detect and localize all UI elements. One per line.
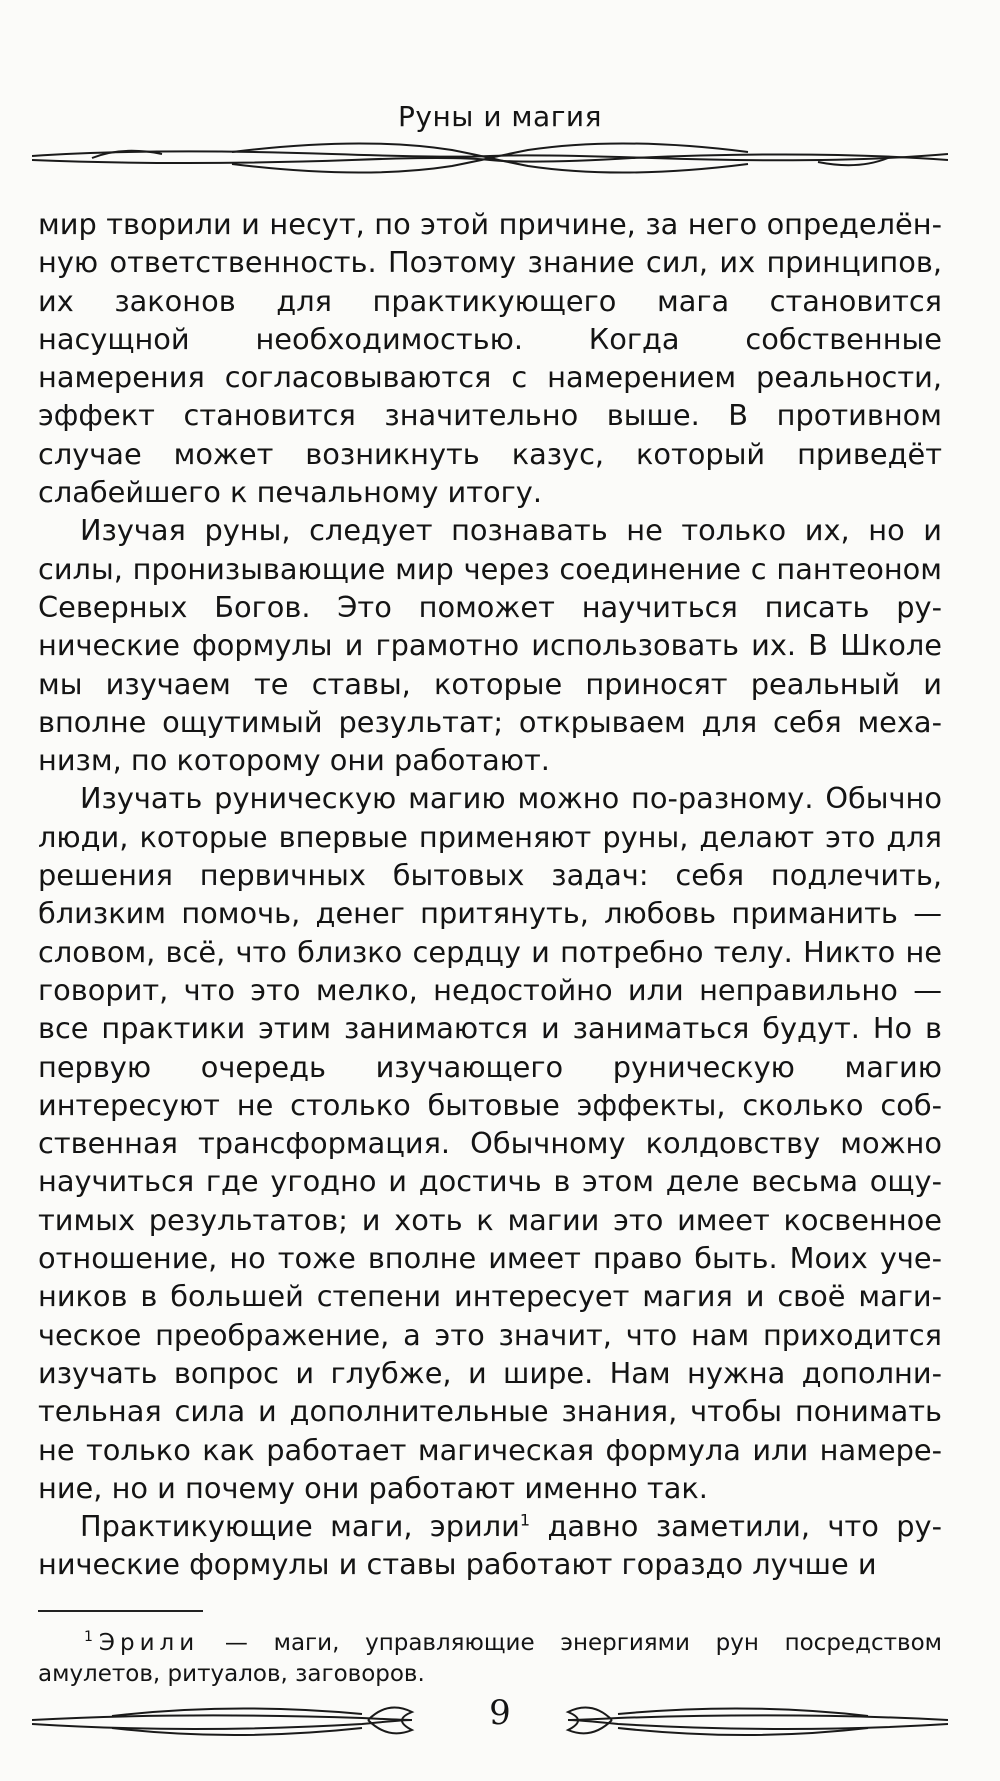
- footnote-reference[interactable]: 1: [519, 1510, 531, 1530]
- body-text: [38, 205, 942, 1584]
- paragraph-text-end: давно заметили, что рунические формулы и ставы работают гораздо лучше и: [38, 1509, 943, 1582]
- footnote-text: — маги, управляющие энергиями рун посредством амулетов, ритуалов, заговоров.: [38, 1630, 942, 1687]
- paragraph: Изучать руническую магию можно по-разному. Обычно люди, которые впервые применяют руны, делают это для решения первичных бытовых задач: себя подлечить, близким помочь, денег притянуть, любовь приманить — словом, всё, что близко сердцу и потребно телу. Никто не говорит, что это мелко, недостойно или неправильно — все практики этим занимаются и заниматься будут. Но в первую очередь изучающего руническую магию интересуют не столько бытовые эффекты, сколько собственная трансформация. Обычному колдовству можно научиться где угодно и достичь в этом деле весьма ощутимых результатов; и хоть к магии это имеет косвенное отношение, но тоже вполне имеет право быть. Моих учеников в большей степени интересует магия и своё магическое преображение, а это значит, что нам приходится изучать вопрос и глубже, и шире. Нам нужна дополнительная сила и дополнительные знания, чтобы понимать не только как работает магическая формула или намерение, но и почему они работают именно так.: [38, 781, 942, 1505]
- footnote: [38, 1628, 942, 1690]
- paragraph: мир творили и несут, по этой причине, за него определённую ответственность. Поэтому знание сил, их принципов, их законов для практикующего мага становится насущной необходимостью. Когда собственные намерения согласовываются с намерением реальности, эффект становится значительно выше. В противном случае может возникнуть казус, который приведёт слабейшего к печальному итогу.: [38, 207, 942, 510]
- footnote-marker: 1: [84, 1629, 93, 1646]
- paragraph-last: [38, 1507, 942, 1584]
- paragraph-text-start: Практикующие маги, эрили: [80, 1509, 520, 1544]
- page-number: 9: [489, 1693, 511, 1733]
- running-header: Руны и магия: [398, 100, 602, 133]
- header-ornament: [32, 138, 948, 178]
- footnote-term: Эрили: [98, 1630, 200, 1656]
- paragraph: Изучая руны, следует познавать не только их, но и силы, пронизывающие мир через соединение с пантеоном Северных Богов. Это поможет научиться писать рунические формулы и грамотно использовать их. В Школе мы изучаем те ставы, которые приносят реальный и вполне ощутимый результат; открываем для себя механизм, по которому они работают.: [38, 513, 942, 778]
- footnote-separator: [38, 1610, 203, 1612]
